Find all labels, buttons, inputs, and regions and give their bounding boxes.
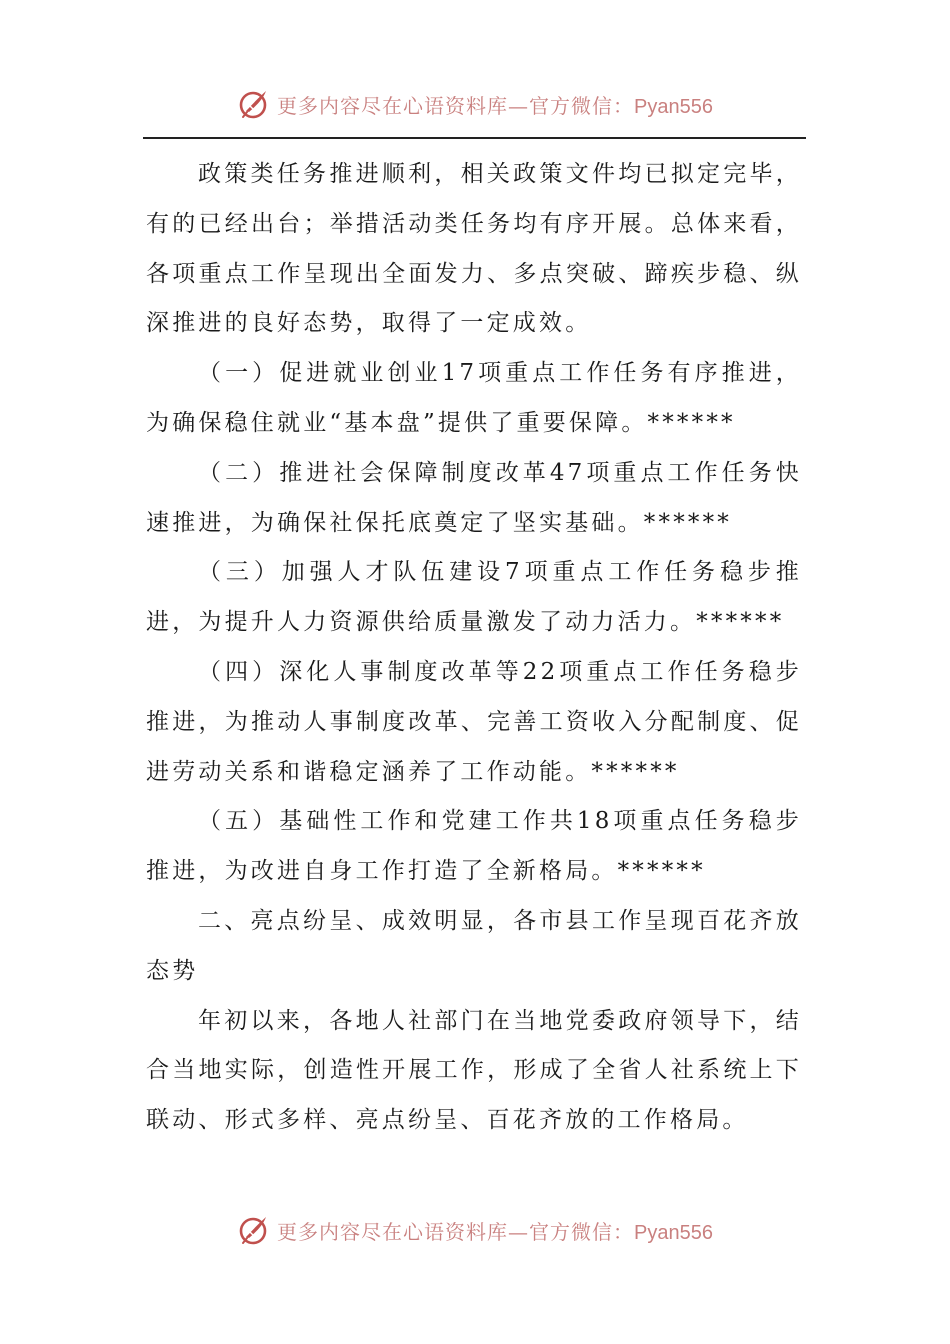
quill-seal-icon bbox=[237, 87, 271, 121]
paragraph-item-2: （二）推进社会保障制度改革47项重点工作任务快速推进，为确保社保托底奠定了坚实基础。****** bbox=[146, 459, 802, 536]
paragraph-item-1: （一）促进就业创业17项重点工作任务有序推进，为确保稳住就业“基本盘”提供了重要保障。****** bbox=[146, 360, 802, 436]
banner-text bbox=[277, 90, 713, 119]
paragraph-item-3: （三）加强人才队伍建设7项重点工作任务稳步推进，为提升人力资源供给质量激发了动力活力。****** bbox=[146, 559, 802, 636]
banner-handle: Pyan556 bbox=[634, 95, 713, 118]
document-body bbox=[146, 150, 802, 1146]
banner-text bbox=[277, 1216, 713, 1245]
paragraph-intro: 政策类任务推进顺利，相关政策文件均已拟定完毕，有的已经出台；举措活动类任务均有序开展。总体来看，各项重点工作呈现出全面发力、多点突破、蹄疾步稳、纵深推进的良好态势，取得了一定成效。 bbox=[146, 161, 802, 337]
banner-handle: Pyan556 bbox=[634, 1221, 713, 1244]
header-divider bbox=[143, 137, 806, 139]
footer-banner bbox=[0, 1212, 950, 1248]
banner-message: 更多内容尽在心语资料库—官方微信： bbox=[277, 1219, 635, 1244]
banner-message: 更多内容尽在心语资料库—官方微信： bbox=[277, 93, 635, 118]
header-banner bbox=[0, 86, 950, 122]
paragraph-item-4: （四）深化人事制度改革等22项重点工作任务稳步推进，为推动人事制度改革、完善工资收入分配制度、促进劳动关系和谐稳定涵养了工作动能。****** bbox=[146, 658, 802, 785]
quill-seal-icon bbox=[237, 1213, 271, 1247]
paragraph-section-2: 年初以来，各地人社部门在当地党委政府领导下，结合当地实际，创造性开展工作，形成了全省人社系统上下联动、形式多样、亮点纷呈、百花齐放的工作格局。 bbox=[146, 1007, 802, 1134]
paragraph-item-5: （五）基础性工作和党建工作共18项重点任务稳步推进，为改进自身工作打造了全新格局。****** bbox=[146, 808, 802, 885]
section-heading-2: 二、亮点纷呈、成效明显，各市县工作呈现百花齐放态势 bbox=[146, 907, 802, 984]
